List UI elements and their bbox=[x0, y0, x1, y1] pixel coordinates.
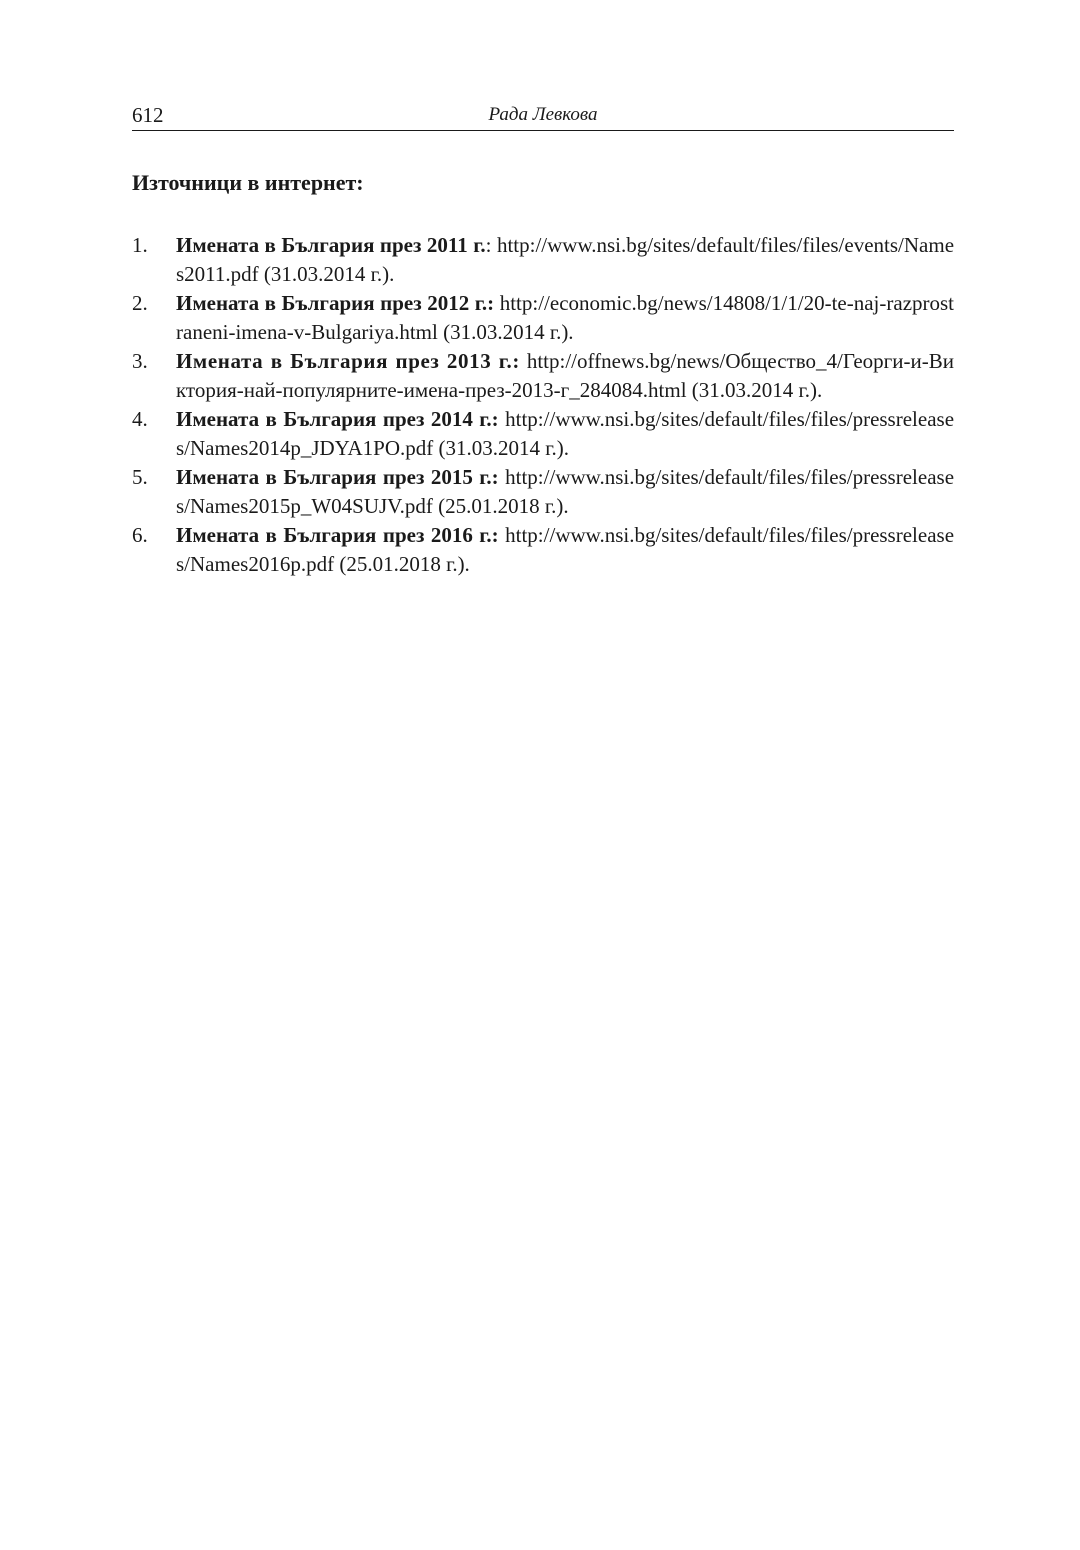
source-item bbox=[132, 521, 954, 579]
source-url[interactable]: http://offnews.bg/news/Общество_4/Георги-и-Виктория-най-популярните-имена-през-2013-г_284084.html bbox=[176, 349, 954, 402]
sources-list bbox=[132, 231, 954, 579]
source-item bbox=[132, 463, 954, 521]
source-separator bbox=[520, 349, 527, 373]
source-access-date: (31.03.2014 г.). bbox=[437, 320, 574, 344]
source-access-date: (25.01.2018 г.). bbox=[334, 552, 470, 576]
source-title: Имената в България през 2016 г.: bbox=[176, 523, 499, 547]
source-item bbox=[132, 347, 954, 405]
source-access-date: (25.01.2018 г.). bbox=[432, 494, 569, 518]
section-heading: Източници в интернет: bbox=[132, 170, 364, 195]
source-url[interactable]: http://www.nsi.bg/sites/default/files/files/events/Names2011.pdf bbox=[176, 233, 955, 286]
source-title: Имената в България през 2015 г.: bbox=[176, 465, 499, 489]
source-title: Имената в България през 2012 г.: bbox=[176, 291, 495, 315]
running-header bbox=[132, 100, 954, 131]
source-item bbox=[132, 405, 954, 463]
source-number: 3. bbox=[132, 349, 148, 373]
document-page bbox=[132, 100, 954, 579]
source-item bbox=[132, 289, 954, 347]
source-number: 6. bbox=[132, 523, 148, 547]
source-number: 1. bbox=[132, 233, 148, 257]
source-access-date: (31.03.2014 г.). bbox=[686, 378, 823, 402]
source-url[interactable]: http://www.nsi.bg/sites/default/files/files/pressreleases/Names2014p_JDYA1PO.pdf bbox=[176, 407, 955, 460]
source-separator: : bbox=[485, 233, 497, 257]
source-access-date: (31.03.2014 г.). bbox=[258, 262, 395, 286]
source-title: Имената в България през 2014 г.: bbox=[176, 407, 499, 431]
source-url[interactable]: http://www.nsi.bg/sites/default/files/files/pressreleases/Names2015p_W04SUJV.pdf bbox=[176, 465, 955, 518]
page-number: 612 bbox=[132, 103, 164, 127]
source-title: Имената в България през 2011 г. bbox=[176, 233, 486, 257]
running-title: Рада Левкова bbox=[488, 104, 598, 125]
source-item bbox=[132, 231, 954, 289]
source-number: 2. bbox=[132, 291, 148, 315]
source-access-date: (31.03.2014 г.). bbox=[433, 436, 569, 460]
source-url[interactable]: http://economic.bg/news/14808/1/1/20-te-naj-razprostraneni-imena-v-Bulgariya.html bbox=[176, 291, 955, 344]
source-title: Имената в България през 2013 г.: bbox=[176, 349, 520, 373]
source-number: 4. bbox=[132, 407, 148, 431]
source-url[interactable]: http://www.nsi.bg/sites/default/files/files/pressreleases/Names2016p.pdf bbox=[176, 523, 955, 576]
source-number: 5. bbox=[132, 465, 148, 489]
